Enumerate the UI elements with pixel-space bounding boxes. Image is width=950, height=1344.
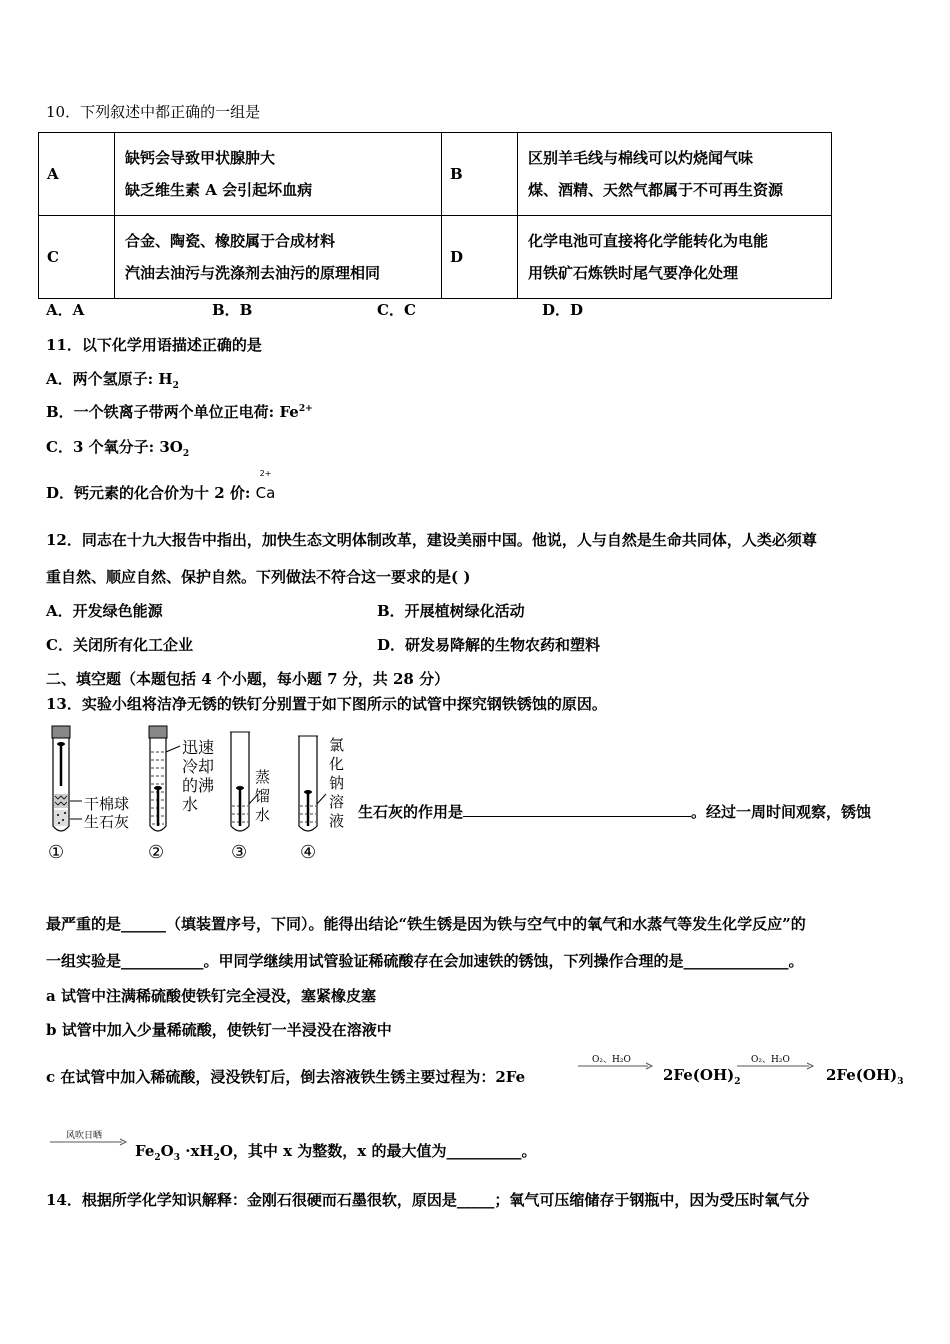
q10-stem: 10．下列叙述中都正确的一组是 — [46, 103, 261, 121]
q13-option-b[interactable]: b 试管中加入少量稀硫酸，使铁钉一半浸没在溶液中 — [46, 1021, 392, 1039]
tube-number-1: ① — [48, 842, 65, 863]
q13-option-c[interactable]: c 在试管中加入稀硫酸，浸没铁钉后，倒去溶液铁生锈主要过程为：2Fe — [46, 1068, 526, 1086]
reaction-arrow-3: 风吹日晒 — [50, 1128, 128, 1148]
choice-c[interactable]: C．C — [377, 301, 416, 319]
option-line: 汽油去油污与洗涤剂去油污的原理相同 — [125, 264, 381, 282]
reaction-arrow-2: O₂、H₂O — [737, 1052, 815, 1072]
option-key: D — [442, 216, 518, 299]
q12-option-a[interactable]: A．开发绿色能源 — [46, 602, 163, 620]
q12-option-d[interactable]: D．研发易降解的生物农药和塑料 — [377, 636, 601, 654]
q13-stem: 13．实验小组将洁净无锈的铁钉分别置于如下图所示的试管中探究钢铁锈蚀的原因。 — [46, 695, 607, 713]
q11-option-b[interactable]: B．一个铁离子带两个单位正电荷: $Fe^{2+}$ — [46, 403, 313, 421]
option-line: 化学电池可直接将化学能转化为电能 — [528, 232, 769, 250]
option-line: 煤、酒精、天然气都属于不可再生资源 — [528, 181, 784, 199]
reaction-intermediate-1: $2Fe(OH)_2$ — [663, 1066, 741, 1087]
choice-d[interactable]: D．D — [542, 301, 584, 319]
q12-stem-line2: 重自然、顺应自然、保护自然。下列做法不符合这一要求的是( ) — [46, 568, 471, 586]
q12-stem-line1: 12．同志在十九大报告中指出，加快生态文明体制改革，建设美丽中国。他说，人与自然是生命共同体，人类必须尊 — [46, 531, 817, 549]
tube-number-2: ② — [148, 842, 165, 863]
option-line: 用铁矿石炼铁时尾气要净化处理 — [528, 264, 739, 282]
option-key: B — [442, 133, 518, 216]
test-tube-figure — [44, 722, 354, 867]
q13-line1: 生石灰的作用是 。经过一周时间观察，锈蚀 — [358, 803, 872, 821]
option-key: C — [39, 216, 115, 299]
label-quicklime: 生石灰 — [84, 813, 130, 831]
reaction-arrow-1: O₂、H₂O — [578, 1052, 654, 1072]
q10-options-table — [38, 132, 832, 299]
q11-option-d[interactable]: D．钙元素的化合价为十 2 价: 2+ Ca — [46, 469, 276, 502]
option-line: 缺乏维生素 A 会引起坏血病 — [125, 181, 313, 199]
q14-line1: 14．根据所学化学知识解释：金刚石很硬而石墨很软，原因是_____；氧气可压缩储存于钢瓶中，因为受压时氧气分 — [46, 1191, 810, 1209]
q11-stem: 11．以下化学用语描述正确的是 — [46, 336, 262, 354]
option-content — [518, 216, 832, 299]
q11-option-a[interactable]: A．两个氢原子: $H_2$ — [46, 370, 179, 391]
table-row — [39, 216, 832, 299]
label-distilled-water: 蒸馏水 — [255, 768, 271, 824]
option-key: A — [39, 133, 115, 216]
option-line: 合金、陶瓷、橡胶属于合成材料 — [125, 232, 336, 250]
q12-option-b[interactable]: B．开展植树绿化活动 — [377, 602, 525, 620]
choice-a[interactable]: A．A — [46, 301, 85, 319]
reaction-intermediate-2: $2Fe(OH)_3$ — [826, 1066, 904, 1087]
element-symbol: Ca — [255, 484, 276, 502]
reaction-product-line: $Fe_2O_3 \cdot xH_2O$，其中 x 为整数，x 的最大值为__________。 — [135, 1142, 537, 1163]
option-line: 区别羊毛线与棉线可以灼烧闻气味 — [528, 149, 754, 167]
q12-option-c[interactable]: C．关闭所有化工企业 — [46, 636, 193, 654]
valence-label: 2+ — [259, 469, 272, 478]
option-content — [115, 216, 442, 299]
option-content — [115, 133, 442, 216]
option-content — [518, 133, 832, 216]
q11-option-c[interactable]: C．3 个氧分子: $3O_2$ — [46, 438, 190, 459]
q13-line2: 最严重的是______（填装置序号，下同）。能得出结论“铁生锈是因为铁与空气中的氧气和水蒸气等发生化学反应”的 — [46, 915, 806, 933]
tube-number-4: ④ — [300, 842, 317, 863]
section-heading: 二、填空题（本题包括 4 个小题，每小题 7 分，共 28 分） — [46, 670, 450, 688]
tube-number-3: ③ — [231, 842, 248, 863]
answer-blank[interactable] — [463, 816, 691, 817]
q13-option-a[interactable]: a 试管中注满稀硫酸使铁钉完全浸没，塞紧橡皮塞 — [46, 987, 376, 1005]
label-cotton: 干棉球 — [84, 795, 130, 813]
choice-b[interactable]: B．B — [212, 301, 253, 319]
label-cooled-boiled-water: 迅速冷却的沸水 — [182, 738, 215, 814]
label-nacl-solution: 氯化钠溶液 — [329, 736, 345, 830]
q13-line3: 一组实验是___________。甲同学继续用试管验证稀硫酸存在会加速铁的锈蚀，下列操作合理的是______________。 — [46, 952, 804, 970]
option-line: 缺钙会导致甲状腺肿大 — [125, 149, 276, 167]
table-row — [39, 133, 832, 216]
